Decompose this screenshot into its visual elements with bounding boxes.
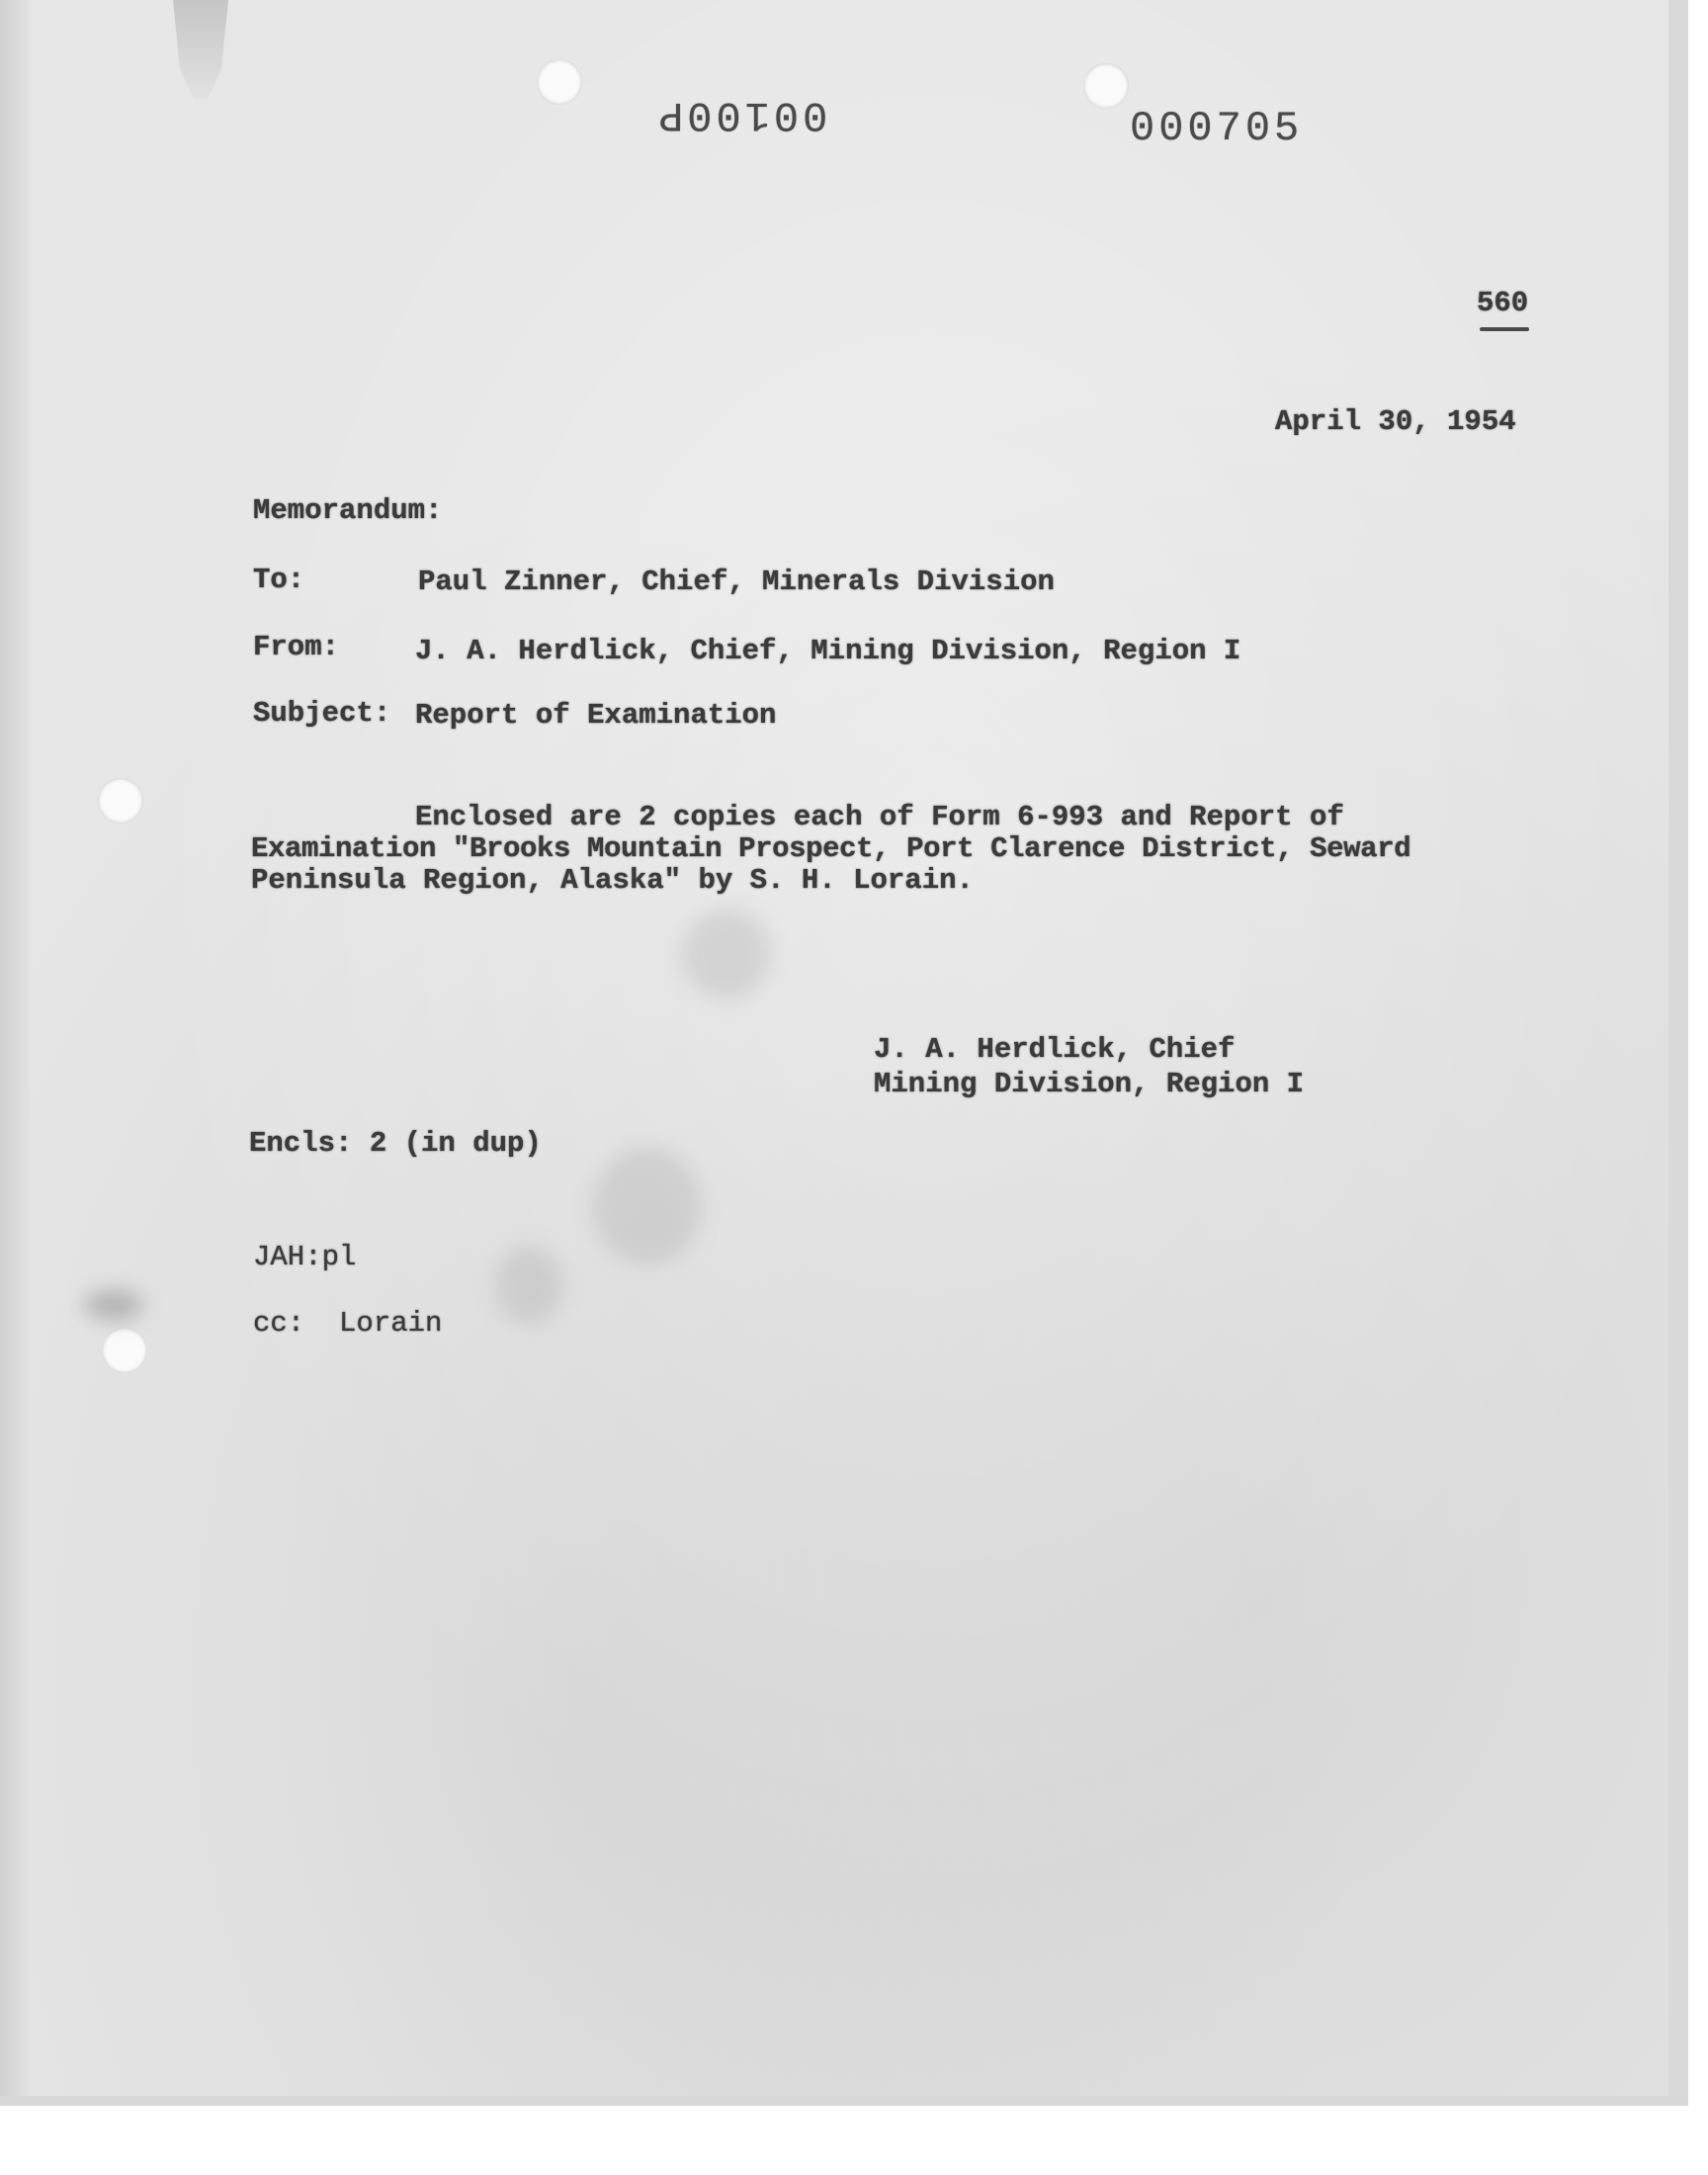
- from-value: J. A. Herdlick, Chief, Mining Division, Region I: [415, 635, 1241, 667]
- punch-hole-left-middle: [98, 778, 143, 824]
- body-line-2: Examination "Brooks Mountain Prospect, Port Clarence District, Seward: [251, 832, 1411, 865]
- punch-hole-top-right: [1083, 63, 1129, 109]
- signature-line-1: J. A. Herdlick, Chief: [874, 1033, 1236, 1066]
- page-number-underline: [1480, 327, 1529, 331]
- inverted-stamp-number: 00100P: [654, 91, 828, 138]
- page-right-edge: [1668, 0, 1688, 2106]
- smudge-mark: [84, 1290, 143, 1320]
- subject-value: Report of Examination: [415, 699, 777, 732]
- subject-label: Subject:: [253, 697, 391, 730]
- body-line-1: Enclosed are 2 copies each of Form 6-993 and Report of: [415, 801, 1344, 833]
- smudge-mark: [593, 1147, 702, 1265]
- stamp-number: 000705: [1130, 105, 1304, 152]
- to-value: Paul Zinner, Chief, Minerals Division: [418, 566, 1055, 598]
- page-number: 560: [1477, 287, 1529, 319]
- smudge-mark: [494, 1246, 563, 1325]
- memo-date: April 30, 1954: [1275, 405, 1516, 438]
- punch-hole-top-left: [537, 59, 582, 105]
- typist-initials: JAH:pl: [253, 1241, 357, 1273]
- punch-hole-left-lower: [102, 1328, 147, 1373]
- signature-line-2: Mining Division, Region I: [874, 1068, 1305, 1100]
- page-edge-shadow: [0, 0, 30, 2106]
- page-bottom-edge: [0, 2096, 1688, 2106]
- cc-line: cc: Lorain: [253, 1307, 443, 1340]
- body-line-3: Peninsula Region, Alaska" by S. H. Lorain.: [251, 864, 974, 897]
- enclosures-note: Encls: 2 (in dup): [249, 1127, 542, 1160]
- from-label: From:: [253, 631, 340, 663]
- binder-clip-mark: [166, 0, 235, 99]
- memo-heading: Memorandum:: [253, 494, 443, 527]
- to-label: To:: [253, 564, 305, 596]
- smudge-mark: [682, 910, 771, 999]
